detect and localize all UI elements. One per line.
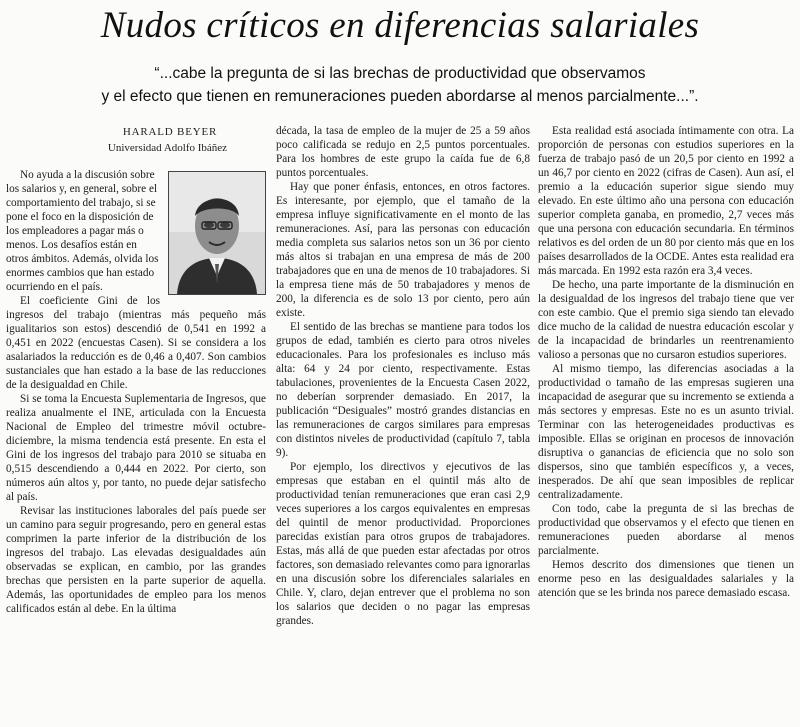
paragraph: Al mismo tiempo, las diferencias asociadas a la productividad o tamaño de las empresas sugieren una incapacidad de asegurar que su incremento se extienda a más sectores y empresas. Este no es un asunto trivial. Terminar con las heterogeneidades productivas es imposible. Ellas se originan en procesos de innovación disruptiva o ganancias de eficiencia que no solo son dispersos, sino que también específicos y, a veces, inesperados. De ahí que sean imposibles de replicar centralizadamente. — [538, 363, 794, 501]
author-photo-frame — [168, 171, 266, 295]
paragraph: Hemos descrito dos dimensiones que tienen un enorme peso en las desigualdades salariales y la atención que se les brinda nos parece demasiado escasa. — [538, 559, 794, 599]
pull-quote-line-2: y el efecto que tienen en remuneraciones pueden abordarse al menos parcialmente...”. — [101, 88, 699, 105]
paragraph: Revisar las instituciones laborales del país puede ser un camino para seguir progresando, pero en general estas comprimen la parte inferior de la distribución de los ingresos del trabajo. Las elevadas desigualdades aún observadas se explican, en cambio, por las grandes brechas que persisten en la parte superior de aquella. Además, las oportunidades de empleo para los menos calificados están al debe. En la última — [6, 505, 266, 615]
paragraph: Si se toma la Encuesta Suplementaria de Ingresos, que realiza anualmente el INE, articulada con la Encuesta Nacional de Empleo del trimestre móvil octubre-diciembre, la misma tendencia está presente. En esta el Gini de los ingresos del trabajo para 2010 se situaba en 0,515 descendiendo a 0,444 en 2022. Por cierto, son números aún altos y, por tanto, no puede dejar satisfecho al país. — [6, 393, 266, 503]
paragraph: Con todo, cabe la pregunta de si las brechas de productividad que observamos y el efecto que tienen en remuneraciones pueden abordarse al menos parcialmente. — [538, 503, 794, 557]
paragraph: El sentido de las brechas se mantiene para todos los grupos de edad, también es cierto para otros niveles educacionales. Para los profesionales es incluso más alta: 64 y 24 por ciento, respectivamente. Estas tabulaciones, provenientes de la Encuesta Casen 2022, no deberían sorprender demasiado. En 2017, la publicación “Desiguales” mostró grandes distancias en las remuneraciones de cargos similares para empresas con distintos niveles de productividad (capítulo 7, tabla 9). — [276, 321, 530, 459]
paragraph: El coeficiente Gini de los ingresos del trabajo (mientras más pequeño más igualitarios son estos) descendió de 0,541 en 1992 a 0,451 en 2022 (encuestas Casen). Si se considera a los asalariados la reducción es de 0,46 a 0,407. Son cambios sustanciales que han estado a la base de las reducciones de la desigualdad en Chile. — [6, 295, 266, 391]
article-column-3 — [538, 124, 794, 600]
paragraph: década, la tasa de empleo de la mujer de 25 a 59 años poco calificada se redujo en 2,5 puntos porcentuales. Para los hombres de este grupo la caída fue de 6,8 puntos porcentuales. — [276, 125, 530, 179]
paragraph: Hay que poner énfasis, entonces, en otros factores. Es interesante, por ejemplo, que el tamaño de la empresa influye significativamente en el monto de las remuneraciones. Así, para las personas con educación media completa sus salarios netos son un 36 por ciento más altos si trabajan en una empresa de más de 200 trabajadores que en una de menos de 10 trabajadores. Si la empresa tiene más de 50 trabajadores y menos de 200, la diferencia es de solo 13 por ciento, pero aún existe. — [276, 181, 530, 319]
paragraph: De hecho, una parte importante de la disminución en la desigualdad de los ingresos del trabajo tiene que ver con este cambio. Que el premio siga siendo tan elevado dice mucho de la calidad de nuestra educación escolar y de la incapacidad de brindarles un reentrenamiento valioso a personas que no cursaron estudios superiores. — [538, 279, 794, 361]
author-portrait-icon — [168, 171, 266, 295]
author-name: HARALD BEYER — [122, 126, 218, 138]
article-title: Nudos críticos en diferencias salariales — [100, 5, 700, 46]
article-column-2 — [276, 124, 530, 628]
article-column-1 — [6, 168, 266, 616]
paragraph: Esta realidad está asociada íntimamente con otra. La proporción de personas con estudios superiores en la fuerza de trabajo pasó de un 20,5 por ciento en 1992 a un 46,7 por ciento en 2022 (cifras de Casen). Aun así, el premio a la educación superior sigue siendo muy elevado. En este último año una persona con educación superior completa ganaba, en promedio, 2,7 veces más que una persona con educación secundaria. En términos relativos es del orden de un 80 por ciento más que en los países desarrollados de la OCDE. Antes esta realidad era más marcada. En 1992 esta razón era 3,4 veces. — [538, 125, 794, 277]
paragraph: Por ejemplo, los directivos y ejecutivos de las empresas que estaban en el quintil más alto de productividad tenían remuneraciones que eran casi 2,9 veces superiores a los cargos equivalentes en empresas del quintil de menor productividad. Proporciones parecidas existían para otros grupos de trabajadores. Estas, más allá de que pueden estar afectadas por otros factores, son demasiado relevantes como para ignorarlas en una discusión sobre los diferenciales salariales en Chile. Y, claro, dejan entrever que el problema no son los salarios que deciden o no pagar las empresas grandes. — [276, 461, 530, 627]
pull-quote — [20, 62, 780, 108]
paragraph: No ayuda a la discusión sobre los salarios y, en general, sobre el comportamiento del trabajo, si se pone el foco en la disposición de los empleadores a pagar más o menos. Los desafíos están en otros ámbitos. Además, olvida los enormes cambios que han estado ocurriendo en el país. — [6, 169, 159, 293]
author-affiliation: Universidad Adolfo Ibáñez — [107, 142, 228, 154]
pull-quote-line-1: “...cabe la pregunta de si las brechas de productividad que observamos — [154, 65, 646, 82]
